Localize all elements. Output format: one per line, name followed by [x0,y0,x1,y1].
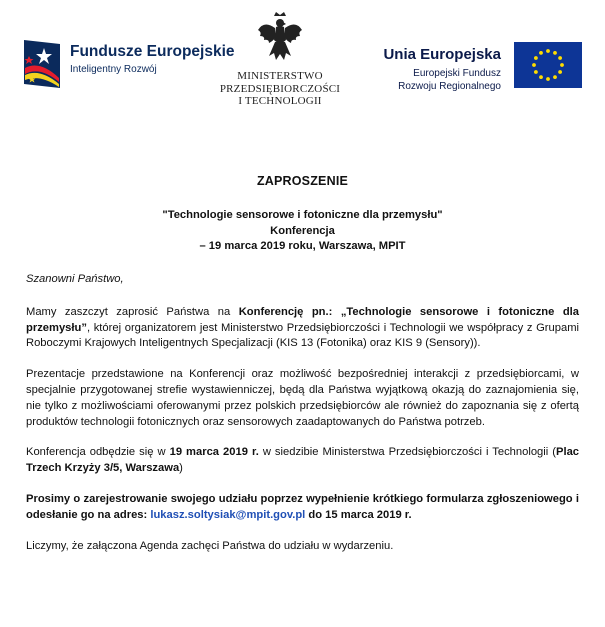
p3-text-mid: w siedzibie Ministerstwa Przedsiębiorczości i Technologii ( [258,446,556,459]
p4-text-end: do 15 marca 2019 r. [305,508,412,521]
fe-subtitle: Inteligentny Rozwój [70,64,157,75]
paragraph-invitation [26,305,579,352]
paragraph-registration [26,492,579,524]
conference-name: "Technologie sensorowe i fotoniczne dla przemysłu" [162,209,443,221]
paragraph-venue [26,445,579,477]
letterhead [0,0,605,150]
p1-text-end: , której organizatorem jest Ministerstwo Przedsiębiorczości i Technologii we współpracy z Grupami Roboczymi Krajowych Inteligentnych Specjalizacji (KIS 13 (Fotonika) oraz KIS 9 (Sensory)). [26,321,579,350]
eu-flag-icon [514,42,582,88]
polish-eagle-emblem-icon [256,10,304,64]
ministry-name-line3: I TECHNOLOGII [238,95,322,107]
p3-date: 19 marca 2019 r. [169,446,259,459]
ministry-name-line2: PRZEDSIĘBIORCZOŚCI [219,82,341,95]
p3-text-start: Konferencja odbędzie się w [26,446,170,459]
p4-text-start: Prosimy o zarejestrowanie swojego udziału poprzez wypełnienie krótkiego formularza zgłoszeniowego i odesłanie go na adres: [26,492,579,521]
fe-title: Fundusze Europejskie [70,43,235,60]
ministry-logo [205,10,355,108]
paragraph-presentations: Prezentacje przedstawione na Konferencji oraz możliwość bezpośredniej interakcji z przedsiębiorcami, w specjalnie przygotowanej strefie wystawienniczej, będą dla Państwa wyjątkową okazją do zaznajomienia się, nie tylko z możliwościami oferowanymi przez polskich przedsiębiorców ale również do zapoznania się z ofertą produktów technologii fotonicznych oraz sensorowych zaadaptowanych do Państwa potrzeb. [26,368,579,428]
salutation: Szanowni Państwo, [26,273,124,285]
p1-text-start: Mamy zaszczyt zaprosić Państwa na [26,305,239,318]
contact-email-link[interactable]: lukasz.soltysiak@mpit.gov.pl [150,508,306,521]
conference-heading [0,208,605,255]
unia-europejska-logo [383,46,501,93]
p1-conference-name: Konferencję pn.: „Technologie sensorowe i fotoniczne dla przemysłu” [26,305,579,334]
ue-subtitle-line1: Europejski Fundusz [413,68,501,79]
ue-subtitle-line2: Rozwoju Regionalnego [398,81,501,92]
p3-text-end: ) [179,462,183,475]
letter-body [26,272,579,554]
conference-date-place: – 19 marca 2019 roku, Warszawa, MPIT [199,240,406,252]
fundusze-europejskie-flag-icon [22,38,62,90]
p3-address: Plac Trzech Krzyży 3/5, Warszawa [26,446,580,475]
paragraph-closing: Liczymy, że załączona Agenda zachęci Państwa do udziału w wydarzeniu. [26,539,394,552]
conference-type: Konferencja [270,224,335,237]
ue-title: Unia Europejska [383,46,501,63]
ministry-name-line1: MINISTERSTWO [237,70,323,82]
document-title: ZAPROSZENIE [256,174,349,188]
